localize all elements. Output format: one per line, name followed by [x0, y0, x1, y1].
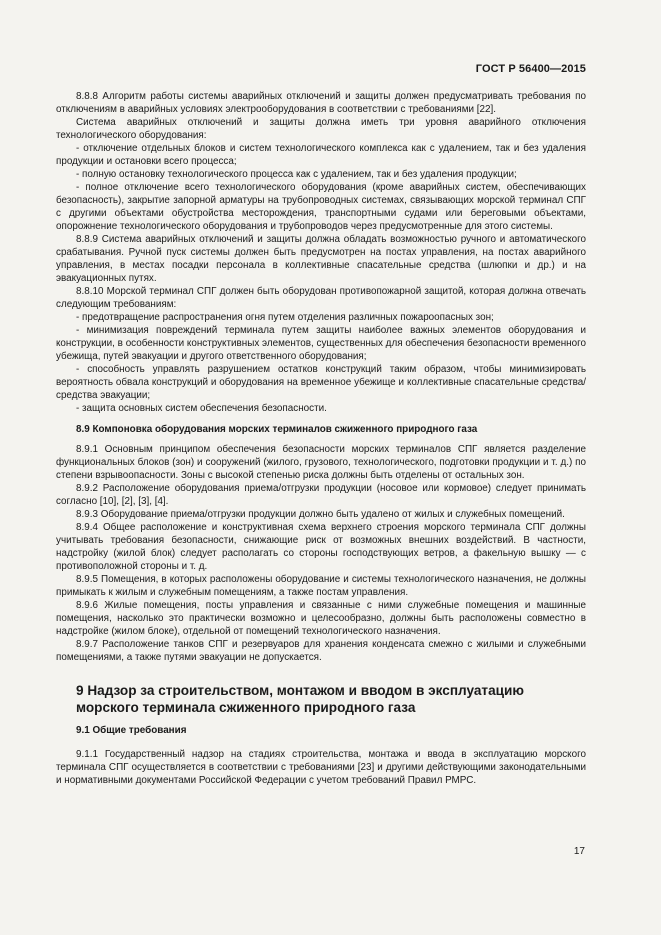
- paragraph: 8.9.2 Расположение оборудования приема/отгрузки продукции (носовое или кормовое) следует принимать согласно [10], [2], [3], [4].: [56, 483, 586, 507]
- list-item: - защита основных систем обеспечения безопасности.: [76, 403, 327, 414]
- paragraph: 8.9.5 Помещения, в которых расположены оборудование и системы технологического назначения, не должны примыкать к жилым и служебным помещениям, а также постам управления.: [56, 574, 586, 598]
- paragraph: Система аварийных отключений и защиты должна иметь три уровня аварийного отключения технологического оборудования:: [56, 117, 586, 141]
- paragraph: 8.9.3 Оборудование приема/отгрузки продукции должно быть удалено от жилых и служебных помещений.: [76, 509, 565, 520]
- paragraph: 8.8.10 Морской терминал СПГ должен быть оборудован противопожарной защитой, которая должна отвечать следующим требованиям:: [56, 286, 586, 310]
- paragraph: 8.9.1 Основным принципом обеспечения безопасности морских терминалов СПГ является разделение функциональных блоков (зон) и сооружений (жилого, грузового, технологического, подготовки продукции и т. д.) по степени взрывоопасности. Зоны с высокой степенью риска должны быть отделены от остальных зон.: [56, 444, 586, 481]
- list-item: - отключение отдельных блоков и систем технологического комплекса как с удалением, так и без удаления продукции и остановки всего процесса;: [56, 143, 586, 167]
- paragraph: 8.9.6 Жилые помещения, посты управления и связанные с ними служебные помещения и машинные помещения, насколько это практически возможно и целесообразно, должны быть расположены совместно в надстройке (жилом блоке), отдельной от помещений технологического назначения.: [56, 600, 586, 637]
- chapter-heading-9: 9 Надзор за строительством, монтажом и вводом в эксплуатацию морского терминала сжиженного природного газа: [76, 683, 524, 715]
- section-heading-8-9: 8.9 Компоновка оборудования морских терминалов сжиженного природного газа: [76, 424, 478, 435]
- list-item: - минимизация повреждений терминала путем защиты наиболее важных элементов оборудования и конструкции, в особенности конструктивных элементов, существенных для обеспечения безопасности временного убежища, путей эвакуации и другого ответственного оборудования;: [56, 325, 586, 362]
- list-item: - полное отключение всего технологического оборудования (кроме аварийных систем, обеспечивающих безопасность), закрытие запорной арматуры на трубопроводных системах, связывающих морской терминал СПГ с другими объектами обустройства месторождения, транспортными судами или береговыми объектами, опорожнение технологического оборудования и трубопроводов через предусмотренные для этого системы.: [56, 182, 586, 232]
- paragraph: 9.1.1 Государственный надзор на стадиях строительства, монтажа и ввода в эксплуатацию морского терминала СПГ осуществляется в соответствии с требованиями [23] и другими действующими законодательными и нормативными документами Российской Федерации с учетом требований Правил РМРС.: [56, 749, 586, 786]
- paragraph: 8.8.8 Алгоритм работы системы аварийных отключений и защиты должен предусматривать требования по отключениям в аварийных условиях электрооборудования в соответствии с требованиями [22].: [56, 91, 586, 115]
- document-body: [56, 90, 586, 787]
- section-heading-9-1: 9.1 Общие требования: [76, 725, 187, 736]
- list-item: - полную остановку технологического процесса как с удалением, так и без удаления продукции;: [76, 169, 517, 180]
- list-item: - способность управлять разрушением остатков конструкций таким образом, чтобы минимизировать вероятность обвала конструкций и оборудования на временное убежище и коллективные спасательные средства/средства эвакуации;: [56, 364, 586, 401]
- list-item: - предотвращение распространения огня путем отделения различных пожароопасных зон;: [76, 312, 494, 323]
- paragraph: 8.8.9 Система аварийных отключений и защиты должна обладать возможностью ручного и автоматического срабатывания. Ручной пуск системы должен быть предусмотрен на постах управления, на постах аварийного управления, в местах посадки персонала в коллективные спасательные средства (шлюпки и др.) и на эвакуационных путях.: [56, 234, 586, 284]
- paragraph: 8.9.4 Общее расположение и конструктивная схема верхнего строения морского терминала СПГ должны учитывать требования безопасности, снижающие риск от возможных внешних воздействий. В частности, надстройку (жилой блок) следует располагать со стороны господствующих ветров, а факельную вышку — с противоположной стороны и т. д.: [56, 522, 586, 572]
- standard-number: ГОСТ Р 56400—2015: [475, 63, 586, 75]
- page-number: 17: [573, 846, 585, 857]
- paragraph: 8.9.7 Расположение танков СПГ и резервуаров для хранения конденсата смежно с жилыми и служебными помещениями, а также путями эвакуации не допускается.: [56, 639, 586, 663]
